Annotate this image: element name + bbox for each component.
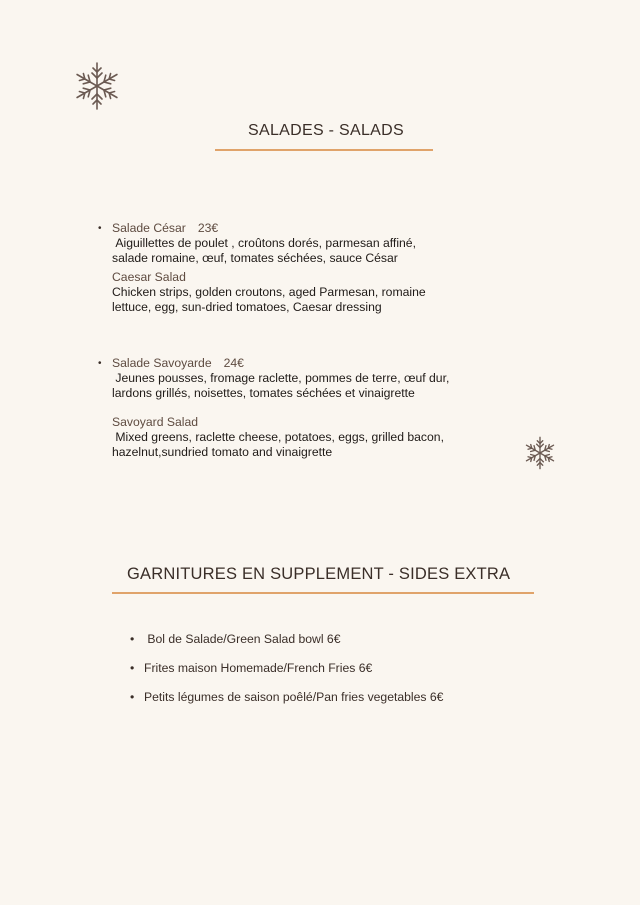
section-title-sides: GARNITURES EN SUPPLEMENT - SIDES EXTRA bbox=[127, 565, 511, 583]
item-desc-fr: Jeunes pousses, fromage raclette, pommes de terre, œuf dur, lardons grillés, noisettes, tomates séchées et vinaigrette bbox=[112, 371, 453, 400]
side-label: Frites maison Homemade/French Fries 6€ bbox=[144, 661, 373, 675]
item-desc-fr: Aiguillettes de poulet , croûtons dorés, parmesan affiné, salade romaine, œuf, tomates séchées, sauce César bbox=[112, 236, 420, 265]
side-label: Bol de Salade/Green Salad bowl 6€ bbox=[144, 632, 341, 646]
side-item: • Petits légumes de saison poêlé/Pan fries vegetables 6€ bbox=[130, 690, 444, 704]
menu-item bbox=[98, 221, 452, 315]
side-label: Petits légumes de saison poêlé/Pan fries vegetables 6€ bbox=[144, 690, 444, 704]
bullet: • bbox=[98, 358, 102, 369]
snowflake-icon bbox=[72, 61, 122, 111]
side-item: • Frites maison Homemade/French Fries 6€ bbox=[130, 661, 373, 675]
item-name-en: Caesar Salad bbox=[112, 270, 186, 284]
item-price: 24€ bbox=[223, 356, 244, 370]
item-desc-en: Chicken strips, golden croutons, aged Parmesan, romaine lettuce, egg, sun-dried tomatoes, Caesar dressing bbox=[112, 285, 426, 314]
item-price: 23€ bbox=[197, 221, 219, 235]
item-name-fr: Salade César bbox=[112, 221, 186, 235]
side-item: • Bol de Salade/Green Salad bowl 6€ bbox=[130, 632, 341, 646]
item-desc-en: Mixed greens, raclette cheese, potatoes, eggs, grilled bacon, hazelnut,sundried tomato and vinaigrette bbox=[112, 430, 448, 459]
menu-item bbox=[98, 356, 453, 460]
item-name-en: Savoyard Salad bbox=[112, 415, 199, 429]
snowflake-icon bbox=[523, 436, 557, 470]
divider bbox=[112, 592, 534, 594]
item-name-fr: Salade Savoyarde bbox=[112, 356, 212, 370]
bullet: • bbox=[98, 223, 102, 234]
divider bbox=[215, 149, 433, 151]
section-title-salads: SALADES - SALADS bbox=[248, 122, 404, 139]
